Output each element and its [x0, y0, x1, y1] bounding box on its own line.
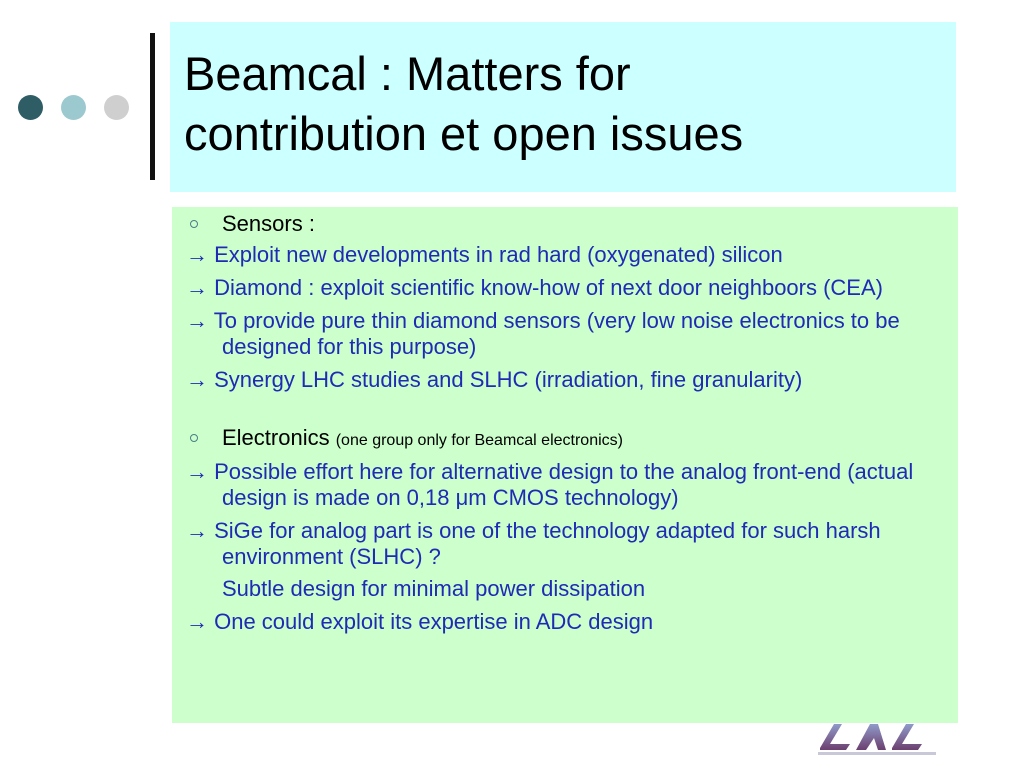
section-heading-text: Electronics	[222, 425, 330, 450]
section-heading-text: Sensors :	[222, 211, 315, 236]
list-item: → Possible effort here for alternative design to the analog front-end (actual design is made on 0,18 μm CMOS technology)	[186, 459, 914, 510]
section-heading-sensors	[186, 211, 942, 237]
ring-bullet-icon	[190, 220, 198, 228]
gray-dot	[104, 95, 129, 120]
list-item: → SiGe for analog part is one of the technology adapted for such harsh environment (SLHC) ?	[186, 518, 881, 569]
decorative-dots	[0, 0, 150, 200]
list-item: → Synergy LHC studies and SLHC (irradiation, fine granularity)	[186, 367, 803, 392]
ring-bullet-icon	[190, 434, 198, 442]
list-item: → One could exploit its expertise in ADC design	[186, 609, 654, 634]
slide-title-line-2: contribution et open issues	[184, 107, 744, 160]
slide-title-line-1: Beamcal : Matters for	[184, 47, 631, 100]
section-spacer	[186, 393, 942, 423]
list-item: → Exploit new developments in rad hard (oxygenated) silicon	[186, 242, 783, 267]
list-item: → To provide pure thin diamond sensors (very low noise electronics to be designed for this purpose)	[186, 308, 900, 359]
lal-logo-graphic	[816, 718, 940, 756]
section-heading-note: (one group only for Beamcal electronics)	[335, 432, 623, 449]
dark-teal-dot	[18, 95, 43, 120]
lal-logo	[816, 718, 940, 756]
section-heading-electronics	[186, 425, 942, 454]
light-teal-dot	[61, 95, 86, 120]
slide-title-box	[170, 22, 956, 192]
slide-content-box	[172, 207, 958, 723]
title-divider-bar	[150, 33, 155, 180]
list-item-continuation: Subtle design for minimal power dissipation	[222, 576, 646, 601]
list-item: → Diamond : exploit scientific know-how of next door neighboors (CEA)	[186, 275, 883, 300]
